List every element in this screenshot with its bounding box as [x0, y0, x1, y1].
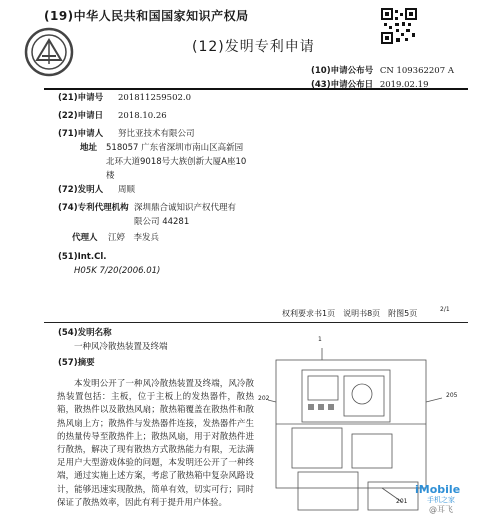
agency-label: (74)专利代理机构 [58, 203, 129, 213]
address-line-2: 北环大道9018号大族创新大厦A座10 [106, 157, 247, 167]
page-count-note: 权利要求书1页 说明书8页 附图5页 [282, 309, 418, 318]
body-divider [44, 322, 468, 323]
watermark-weibo: @耳飞 [429, 505, 453, 514]
drawing-label-201: 201 [396, 498, 408, 505]
field-74 [58, 203, 298, 227]
address-line-3: 楼 [106, 171, 115, 181]
publication-number: CN 109362207 A [379, 66, 454, 76]
applicant-label: (71)申请人 [58, 129, 104, 139]
watermark-brand: iMobile [415, 483, 461, 496]
drawing-label-1: 1 [318, 336, 322, 343]
agency-line-1: 深圳鼎合诚知识产权代理有 [134, 203, 237, 213]
field-71 [58, 129, 288, 140]
application-number: 201811259502.0 [118, 93, 192, 103]
field-21 [58, 93, 288, 104]
agency-line-2: 限公司 44281 [134, 217, 190, 227]
application-date-label: (22)申请日 [58, 111, 104, 121]
agent-label: 代理人 [72, 233, 98, 243]
field-address [80, 143, 280, 181]
ipc-code: H05K 7/20(2006.01) [74, 266, 161, 276]
watermark-sub: 手机之家 [427, 496, 455, 504]
applicant: 努比亚技术有限公司 [118, 129, 195, 139]
agent: 江婷 李发兵 [108, 233, 160, 243]
ipc-label: (51)Int.Cl. [58, 252, 107, 262]
inventor: 周顺 [118, 185, 136, 195]
drawing-label-21: 2/1 [440, 306, 450, 313]
invention-title: 一种风冷散热装置及终端 [74, 342, 168, 352]
publication-number-row [311, 64, 454, 76]
field-agent [72, 233, 272, 244]
address-line-1: 518057 广东省深圳市南山区高新园 [106, 143, 244, 153]
patent-office-emblem [23, 26, 75, 78]
application-number-label: (21)申请号 [58, 93, 104, 103]
watermark [415, 484, 487, 524]
title-label: (54)发明名称 [58, 328, 112, 338]
document-type: (12)发明专利申请 [192, 39, 315, 55]
publication-date: 2019.02.19 [379, 80, 429, 90]
issuing-office: (19)中华人民共和国国家知识产权局 [44, 9, 249, 23]
field-72 [58, 185, 288, 196]
header-divider [44, 88, 468, 90]
field-22 [58, 111, 288, 122]
inventor-label: (72)发明人 [58, 185, 104, 195]
publication-number-label: (10)申请公布号 [311, 66, 374, 76]
application-date: 2018.10.26 [118, 111, 167, 121]
drawing-label-205: 205 [446, 392, 458, 399]
drawing-label-202: 202 [258, 395, 270, 402]
qr-code [381, 8, 417, 44]
abstract-text: 本发明公开了一种风冷散热装置及终端，风冷散热装置包括：主板，位于主板上的发热器件，散热箱，散热件以及散热风扇；散热箱覆盖在散热件和散热风扇上方；散热件与发热器件连接，发热器件产生的热量传导至散热件上；散热风扇，用于对散热件进行散热，解决了现有散热方式散热能力有限，无法满足用户大型游戏体验的问题，本发明还公开了一种终端，通过实施上述方案，考虑了散热箱中复杂风路设计，能够迅速实现散热，简单有效，切实可行；同时保证了散热效率，因此有利于提升用户体验。 [57, 379, 254, 508]
field-51 [58, 252, 288, 263]
publication-date-label: (43)申请公布日 [311, 80, 374, 90]
address-label: 地址 [80, 143, 98, 153]
abstract-label: (57)摘要 [58, 358, 95, 368]
